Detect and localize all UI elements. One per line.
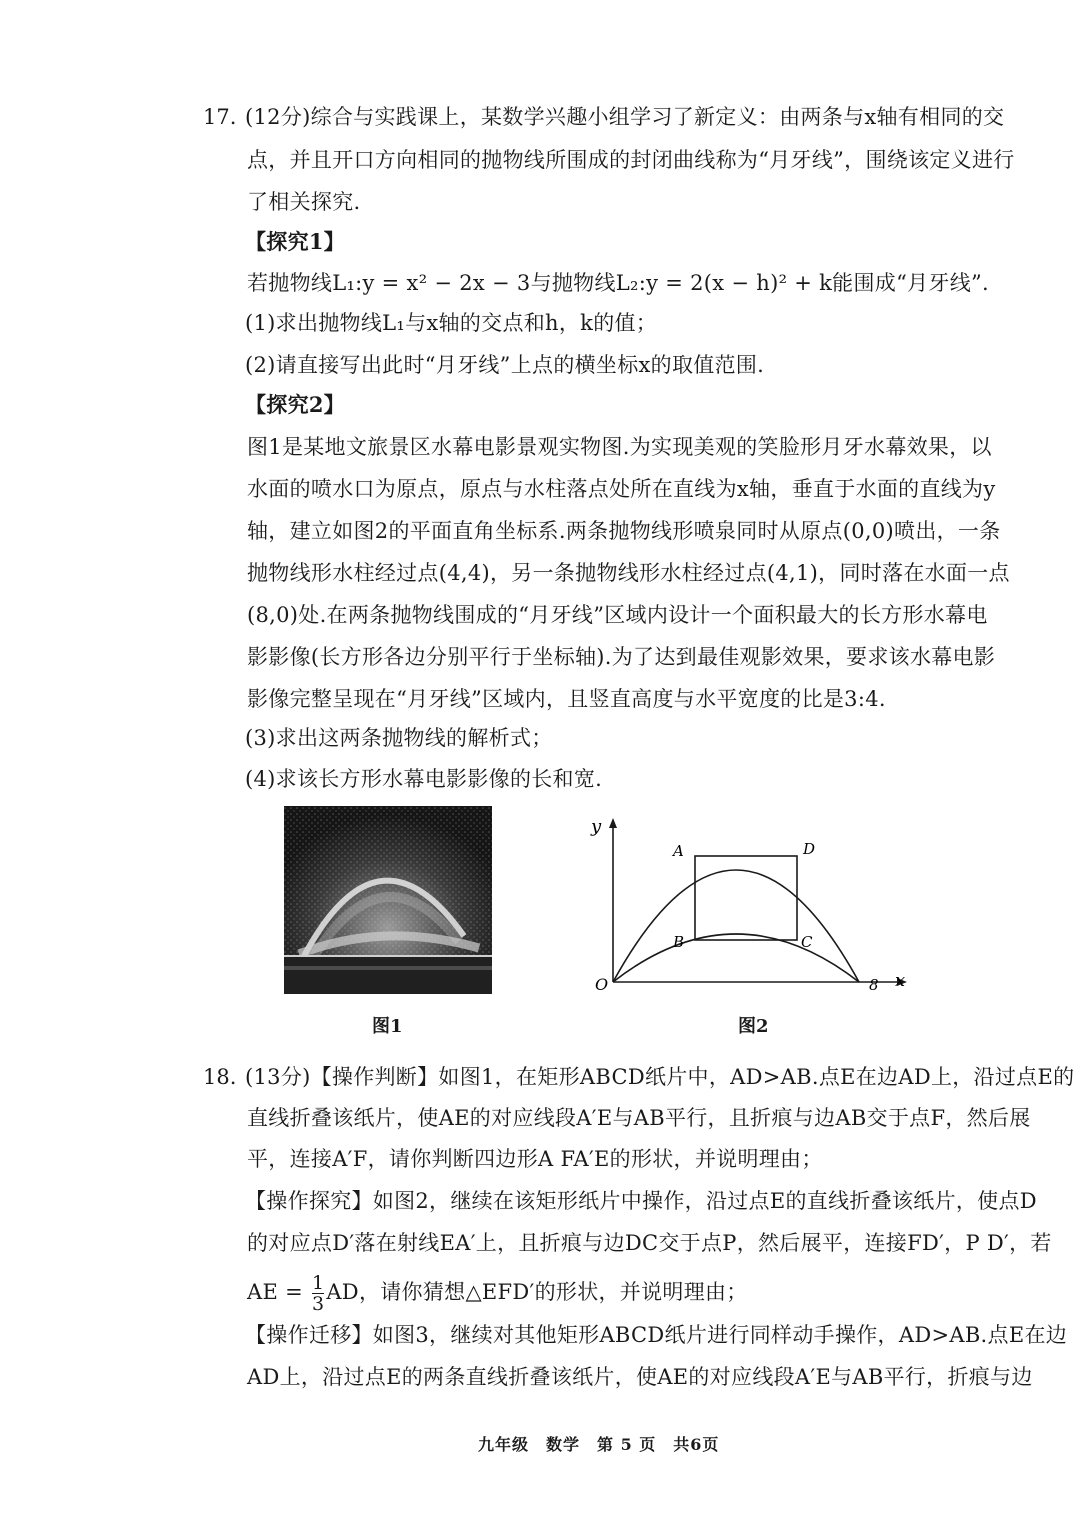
explore2-line-4: 抛物线形水柱经过点(4,4)，另一条抛物线形水柱经过点(4,1)，同时落在水面一点 (247, 561, 1010, 585)
q18-line-2: 直线折叠该纸片，使AE的对应线段A′E与AB平行，且折痕与边AB交于点F，然后展 (247, 1106, 1031, 1130)
q17-number: 17. (203, 105, 237, 129)
q17-part3: (3)求出这两条抛物线的解析式； (245, 726, 553, 750)
label-y: y (591, 816, 602, 837)
page-footer: 九年级 数学 第 5 页 共6页 (478, 1435, 720, 1454)
y-axis-arrow (609, 818, 617, 828)
explore1-text: 若抛物线L₁:y = x² − 2x − 3与抛物线L₂:y = 2(x − h)² + k能围成“月牙线”. (247, 271, 990, 295)
label-a: A (673, 842, 684, 860)
q18-line-1: (13分)【操作判断】如图1，在矩形ABCD纸片中，AD>AB.点E在边AD上，沿过点E的 (245, 1065, 1075, 1089)
fraction-denominator: 3 (311, 1293, 325, 1315)
q18-ae-label: AE = (247, 1280, 303, 1304)
explore2-line-3: 轴，建立如图2的平面直角坐标系.两条抛物线形喷泉同时从原点(0,0)喷出，一条 (247, 519, 1001, 543)
explore2-line-2: 水面的喷水口为原点，原点与水柱落点处所在直线为x轴，垂直于水面的直线为y (247, 477, 996, 501)
label-eight: 8 (869, 976, 879, 994)
q18-line-8: AD上，沿过点E的两条直线折叠该纸片，使AE的对应线段A′E与AB平行，折痕与边 (247, 1365, 1033, 1389)
q17-intro-line-3: 了相关探究. (247, 190, 361, 214)
label-b: B (673, 933, 685, 951)
explore2-line-7: 影像完整呈现在“月牙线”区域内，且竖直高度与水平宽度的比是3:4. (247, 687, 886, 711)
figure-1-photo (284, 806, 492, 994)
explore2-line-6: 影影像(长方形各边分别平行于坐标轴).为了达到最佳观影效果，要求该水幕电影 (247, 645, 996, 669)
figure-2-caption: 图2 (738, 1016, 769, 1037)
fraction-one-third (312, 1273, 324, 1314)
rectangle-abcd (695, 856, 797, 940)
explore2-line-5: (8,0)处.在两条抛物线围成的“月牙线”区域内设计一个面积最大的长方形水幕电 (247, 603, 988, 627)
label-d: D (803, 840, 816, 858)
figure-1-caption: 图1 (372, 1016, 403, 1037)
upper-parabola (613, 870, 859, 982)
q17-intro-line-1: (12分)综合与实践课上，某数学兴趣小组学习了新定义：由两条与x轴有相同的交 (245, 105, 1005, 129)
q17-intro-line-2: 点，并且开口方向相同的抛物线所围成的封闭曲线称为“月牙线”，围绕该定义进行 (247, 148, 1015, 172)
q18-line-6 (247, 1270, 748, 1314)
q18-line-5: 的对应点D′落在射线EA′上，且折痕与边DC交于点P，然后展平，连接FD′，P D′，若 (247, 1231, 1052, 1255)
label-x: x (895, 970, 906, 991)
fraction-numerator: 1 (311, 1272, 325, 1294)
q18-line-7: 【操作迁移】如图3，继续对其他矩形ABCD纸片进行同样动手操作，AD>AB.点E在边 (245, 1323, 1068, 1347)
q17-part1: (1)求出抛物线L₁与x轴的交点和h，k的值； (245, 311, 658, 335)
explore2-title: 【探究2】 (245, 392, 346, 417)
q18-number: 18. (203, 1065, 237, 1089)
label-origin: O (595, 975, 609, 994)
photo-water-surface (284, 956, 492, 994)
q18-line-3: 平，连接A′F，请你判断四边形A FA′E的形状，并说明理由； (247, 1147, 823, 1171)
lower-parabola (613, 934, 859, 982)
photo-reflection (284, 966, 492, 970)
q17-part4: (4)求该长方形水幕电影影像的长和宽. (245, 767, 603, 791)
q18-line-4: 【操作探究】如图2，继续在该矩形纸片中操作，沿过点E的直线折叠该纸片，使点D (245, 1189, 1037, 1213)
label-c: C (801, 933, 813, 951)
q17-part2: (2)请直接写出此时“月牙线”上点的横坐标x的取值范围. (245, 353, 765, 377)
explore2-line-1: 图1是某地文旅景区水幕电影景观实物图.为实现美观的笑脸形月牙水幕效果，以 (247, 435, 992, 459)
q18-line-6-rest: AD，请你猜想△EFD′的形状，并说明理由； (326, 1280, 748, 1304)
figure-2-diagram (585, 810, 915, 1000)
explore1-title: 【探究1】 (245, 229, 346, 254)
